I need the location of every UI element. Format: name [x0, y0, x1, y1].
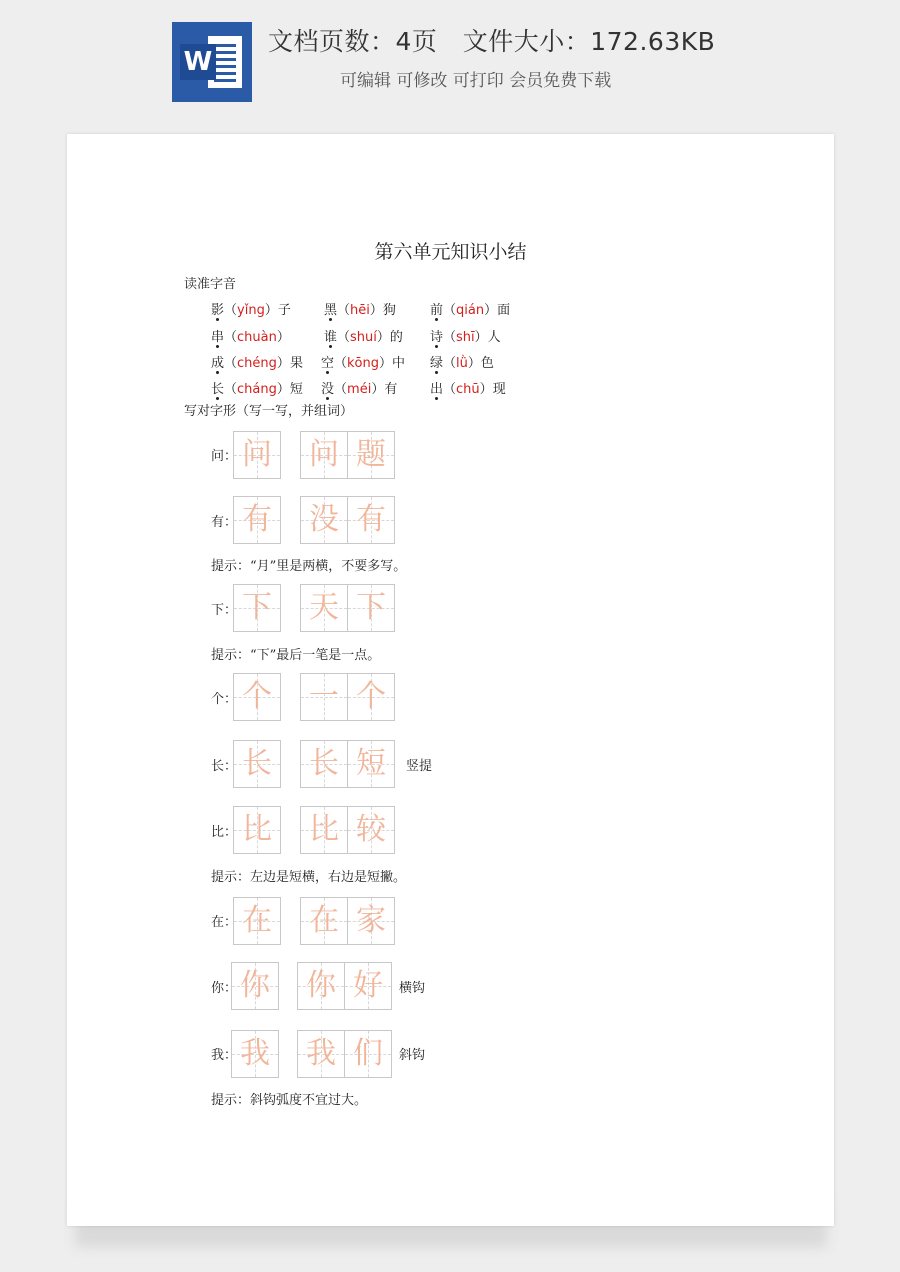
grid-char: 们 [353, 1036, 383, 1071]
grid-char: 在 [242, 903, 272, 938]
tian-cell [297, 962, 345, 1010]
tian-grid-word [300, 584, 395, 632]
writing-label: 你： [211, 981, 238, 996]
tian-cell [300, 740, 348, 788]
grid-char: 你 [240, 968, 270, 1003]
tian-cell [344, 962, 392, 1010]
pinyin-item: 绿 （lǜ）色 [430, 352, 494, 371]
pinyin-item: 前 （qián）面 [430, 299, 510, 318]
writing-label: 长： [211, 759, 238, 774]
grid-char: 长 [309, 746, 339, 781]
word-letter: W [180, 44, 216, 80]
grid-char: 天 [309, 590, 339, 625]
tian-cell [300, 496, 348, 544]
grid-char: 比 [242, 812, 272, 847]
grid-char: 较 [356, 812, 386, 847]
stroke-note: 竖提 [406, 759, 433, 774]
document-page [67, 134, 834, 1226]
grid-char: 有 [242, 502, 272, 537]
pinyin-item: 黑 （hēi）狗 [324, 299, 396, 318]
tian-cell [347, 673, 395, 721]
tian-cell [233, 673, 281, 721]
stroke-note: 斜钩 [399, 1048, 426, 1063]
tian-cell [344, 1030, 392, 1078]
tian-cell [347, 584, 395, 632]
tian-cell [233, 431, 281, 479]
grid-char: 问 [309, 437, 339, 472]
pinyin-item: 谁 （shuí）的 [324, 326, 403, 345]
tian-cell [300, 431, 348, 479]
word-icon [172, 22, 252, 102]
grid-char: 我 [240, 1036, 270, 1071]
grid-char: 好 [353, 968, 383, 1003]
writing-label: 在： [211, 915, 238, 930]
tian-cell [300, 806, 348, 854]
grid-char: 下 [356, 590, 386, 625]
tian-grid-word [300, 431, 395, 479]
grid-char: 没 [309, 502, 339, 537]
grid-char: 在 [309, 903, 339, 938]
tian-grid-single [231, 1030, 279, 1078]
grid-char: 短 [356, 746, 386, 781]
hint-text: 提示：“下”最后一笔是一点。 [211, 648, 381, 663]
tian-grid-single [233, 806, 281, 854]
tian-grid-single [233, 431, 281, 479]
hint-text: 提示：斜钩弧度不宜过大。 [211, 1093, 368, 1108]
tian-cell [233, 897, 281, 945]
section-pronunciation: 读准字音 [184, 277, 237, 292]
tian-grid-single [231, 962, 279, 1010]
grid-char: 个 [242, 679, 272, 714]
grid-char: 我 [306, 1036, 336, 1071]
pinyin-item: 影 （yǐng）子 [211, 299, 291, 318]
pinyin-item: 成 （chéng）果 [211, 352, 303, 371]
grid-char: 比 [309, 812, 339, 847]
file-info-subtitle: 可编辑 可修改 可打印 会员免费下载 [340, 71, 612, 91]
tian-grid-single [233, 897, 281, 945]
tian-grid-word [300, 897, 395, 945]
tian-grid-word [297, 962, 392, 1010]
tian-grid-word [300, 740, 395, 788]
writing-label: 下： [211, 603, 238, 618]
tian-cell [233, 806, 281, 854]
tian-cell [300, 673, 348, 721]
tian-cell [347, 806, 395, 854]
tian-cell [347, 431, 395, 479]
tian-grid-word [300, 496, 395, 544]
writing-label: 比： [211, 825, 238, 840]
tian-cell [347, 740, 395, 788]
grid-char: 家 [356, 903, 386, 938]
writing-label: 个： [211, 692, 238, 707]
tian-cell [231, 962, 279, 1010]
tian-grid-single [233, 740, 281, 788]
download-header [0, 0, 900, 115]
tian-cell [233, 740, 281, 788]
file-info-title: 文档页数：4页 文件大小：172.63KB [268, 27, 716, 56]
pinyin-item: 没 （méi）有 [321, 378, 397, 397]
grid-char: 你 [306, 968, 336, 1003]
hint-text: 提示：“月”里是两横，不要多写。 [211, 559, 407, 574]
tian-grid-single [233, 496, 281, 544]
tian-grid-single [233, 584, 281, 632]
hint-text: 提示：左边是短横，右边是短撇。 [211, 870, 407, 885]
stroke-note: 横钩 [399, 981, 426, 996]
tian-cell [300, 897, 348, 945]
grid-char: 个 [356, 679, 386, 714]
grid-char: 长 [242, 746, 272, 781]
pinyin-item: 串 （chuàn） [211, 326, 290, 345]
tian-cell [300, 584, 348, 632]
grid-char: 下 [242, 590, 272, 625]
pinyin-item: 空 （kōng）中 [321, 352, 405, 371]
writing-label: 我： [211, 1048, 238, 1063]
pinyin-item: 出 （chū）现 [430, 378, 506, 397]
tian-grid-single [233, 673, 281, 721]
tian-grid-word [300, 806, 395, 854]
doc-title: 第六单元知识小结 [374, 241, 527, 263]
tian-cell [347, 496, 395, 544]
tian-grid-word [300, 673, 395, 721]
tian-cell [233, 496, 281, 544]
tian-cell [231, 1030, 279, 1078]
writing-label: 问： [211, 449, 238, 464]
tian-cell [347, 897, 395, 945]
pinyin-item: 诗 （shī）人 [430, 326, 501, 345]
tian-cell [297, 1030, 345, 1078]
writing-label: 有： [211, 515, 238, 530]
pinyin-item: 长 （cháng）短 [211, 378, 303, 397]
section-writing: 写对字形（写一写，并组词） [184, 404, 354, 419]
tian-cell [233, 584, 281, 632]
grid-char: 题 [356, 437, 386, 472]
grid-char: 问 [242, 437, 272, 472]
grid-char: 有 [356, 502, 386, 537]
grid-char: 一 [309, 679, 339, 714]
tian-grid-word [297, 1030, 392, 1078]
